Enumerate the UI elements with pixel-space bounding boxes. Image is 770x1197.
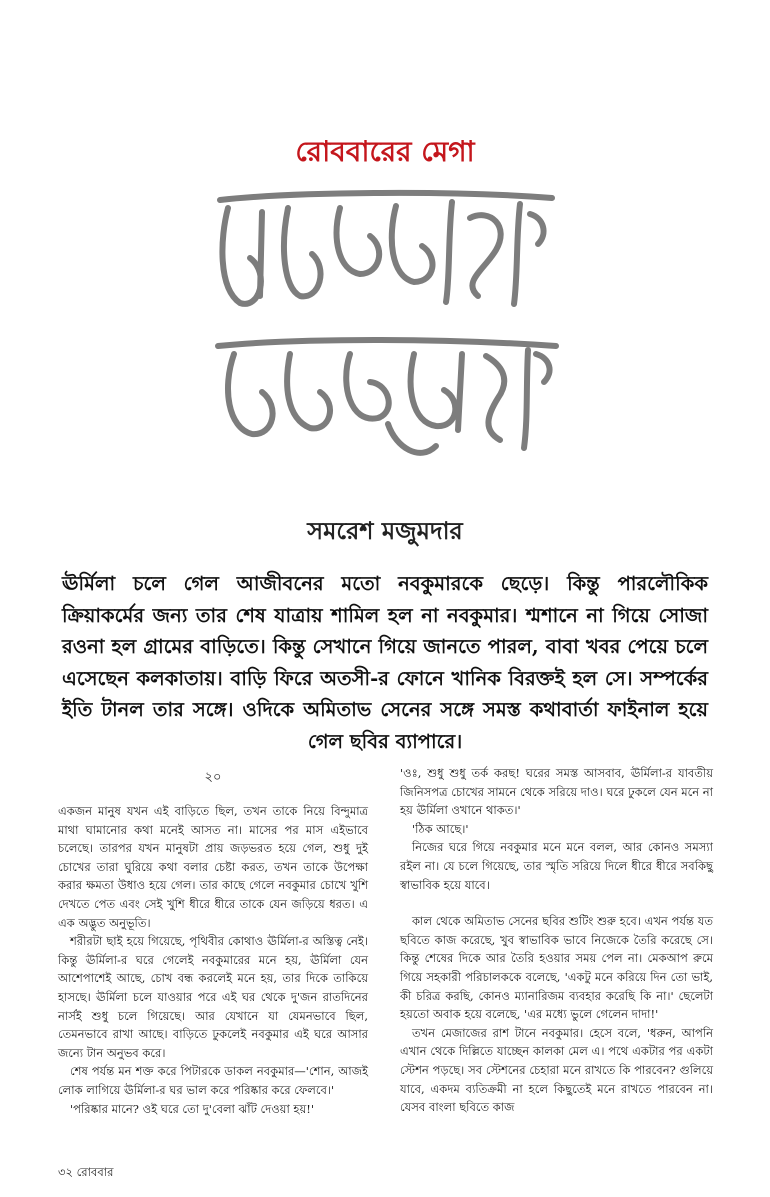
left-text-column <box>58 802 368 1118</box>
chapter-number: ২০ <box>204 770 222 785</box>
paragraph: শরীরটা ছাই হয়ে গিয়েছে, পৃথিবীর কোথাও ঊর্মিলা-র অস্তিত্ব নেই। কিন্তু ঊর্মিলা-র ঘরে গেলেই নবকুমারের মনে হয়, ঊর্মিলা যেন আশেপাশেই আছে, চোখ বন্ধ করলেই মনে হয়, তার দিকে তাকিয়ে হাসছে। ঊর্মিলা চলে যাওয়ার পরে এই ঘর থেকে দু'জন রাতদিনের নার্সই শুধু চলে গিয়েছে। আর যেখানে যা যেমনভাবে ছিল, তেমনভাবে রাখা আছে। বাড়িতে ঢুকলেই নবকুমার এই ঘরে আসার জন্যে টান অনুভব করে। <box>58 934 368 1060</box>
paragraph: কাল থেকে অমিতাভ সেনের ছবির শুটিং শুরু হবে। এখন পর্যন্ত যত ছবিতে কাজ করেছে, খুব স্বাভাবিক ভাবে নিজেকে তৈরি করেছে সে। কিন্তু শেষের দিকে আর তৈরি হওয়ার সময় পেল না। মেকআপ রুমে গিয়ে সহকারী পরিচালককে বলেছে, 'একটু মনে করিয়ে দিন তো ভাই, কী চরিত্র করছি, কোনও ম্যানারিজম ব্যবহার করেছি কি না।' ছেলেটা হয়তো অবাক হয়ে বলেছে, 'এর মধ্যে ভুলে গেলেন দাদা!' <box>400 914 713 1022</box>
paragraph: তখন মেজাজের রাশ টানে নবকুমার। হেসে বলে, 'ধরুন, আপনি এখান থেকে দিল্লিতে যাচ্ছেন কালকা মেল এ। পথে একটার পর একটা স্টেশন পড়ছে। সব স্টেশনের চেহারা মনে রাখতে কি পারবেন? গুলিয়ে যাবে, একদম ব্যতিক্রমী না হলে কিছুতেই মনে রাখতে পারবেন না। যেসব বাংলা ছবিতে কাজ <box>400 1025 713 1115</box>
page-folio: ৩২ রোববার <box>58 1165 114 1179</box>
section-break <box>400 894 713 912</box>
paragraph: 'ওঃ, শুধু শুধু তর্ক করছ! ঘরের সমস্ত আসবাব, ঊর্মিলা-র যাবতীয় জিনিসপত্র চোখের সামনে থেকে সরিয়ে দাও। ঘরে ঢুকলে যেন মনে না হয় ঊর্মিলা ওখানে থাকত।' <box>400 766 714 818</box>
kicker-heading: রোববারের মেগা <box>295 135 475 168</box>
paragraph: একজন মানুষ যখন এই বাড়িতে ছিল, তখন তাকে নিয়ে বিন্দুমাত্র মাথা ঘামানোর কথা মনেই আসত না। মাসের পর মাস এইভাবে চলেছে। তারপর যখন মানুষটা প্রায় জড়ভরত হয়ে গেল, শুধু দুই চোখের তারা ঘুরিয়ে কথা বলার চেষ্টা করত, তখন তাকে উপেক্ষা করার ক্ষমতা উধাও হয়ে গেল। তার কাছে গেলে নবকুমার চোখে খুশি দেখতে পেত এবং সেই খুশি ধীরে ধীরে তাকে যেন জড়িয়ে ধরত। এ এক অদ্ভুত অনুভূতি। <box>58 804 368 930</box>
paragraph: নিজের ঘরে গিয়ে নবকুমার মনে মনে বলল, আর কোনও সমস্যা রইল না। যে চলে গিয়েছে, তার স্মৃতি সরিয়ে দিলে ধীরে ধীরে সবকিছু স্বাভাবিক হয়ে যাবে। <box>400 840 713 892</box>
paragraph: শেষ পর্যন্ত মন শক্ত করে পিটারকে ডাকল নবকুমার—'শোন, আজই লোক লাগিয়ে ঊর্মিলা-র ঘর ভাল করে পরিষ্কার করে ফেলবে।' <box>58 1064 368 1097</box>
paragraph: 'পরিষ্কার মানে? ওই ঘরে তো দু'বেলা ঝাঁট দেওয়া হয়!' <box>70 1101 315 1116</box>
paragraph: 'ঠিক আছে।' <box>412 821 469 836</box>
right-text-column <box>400 764 713 1117</box>
hand-lettered-title <box>200 178 570 478</box>
author-name: সমরেশ মজুমদার <box>307 516 463 545</box>
story-synopsis: ঊর্মিলা চলে গেল আজীবনের মতো নবকুমারকে ছেড়ে। কিন্তু পারলৌকিক ক্রিয়াকর্মের জন্য তার শেষ যাত্রায় শামিল হল না নবকুমার। শ্মশানে না গিয়ে সোজা রওনা হল গ্রামের বাড়িতে। কিন্তু সেখানে গিয়ে জানতে পারল, বাবা খবর পেয়ে চলে এসেছেন কলকাতায়। বাড়ি ফিরে অতসী-র ফোনে খানিক বিরক্তই হল সে। সম্পর্কের ইতি টানল তার সঙ্গে। ওদিকে অমিতাভ সেনের সঙ্গে সমস্ত কথাবার্তা ফাইনাল হয়ে গেল ছবির ব্যাপারে। <box>62 572 708 753</box>
